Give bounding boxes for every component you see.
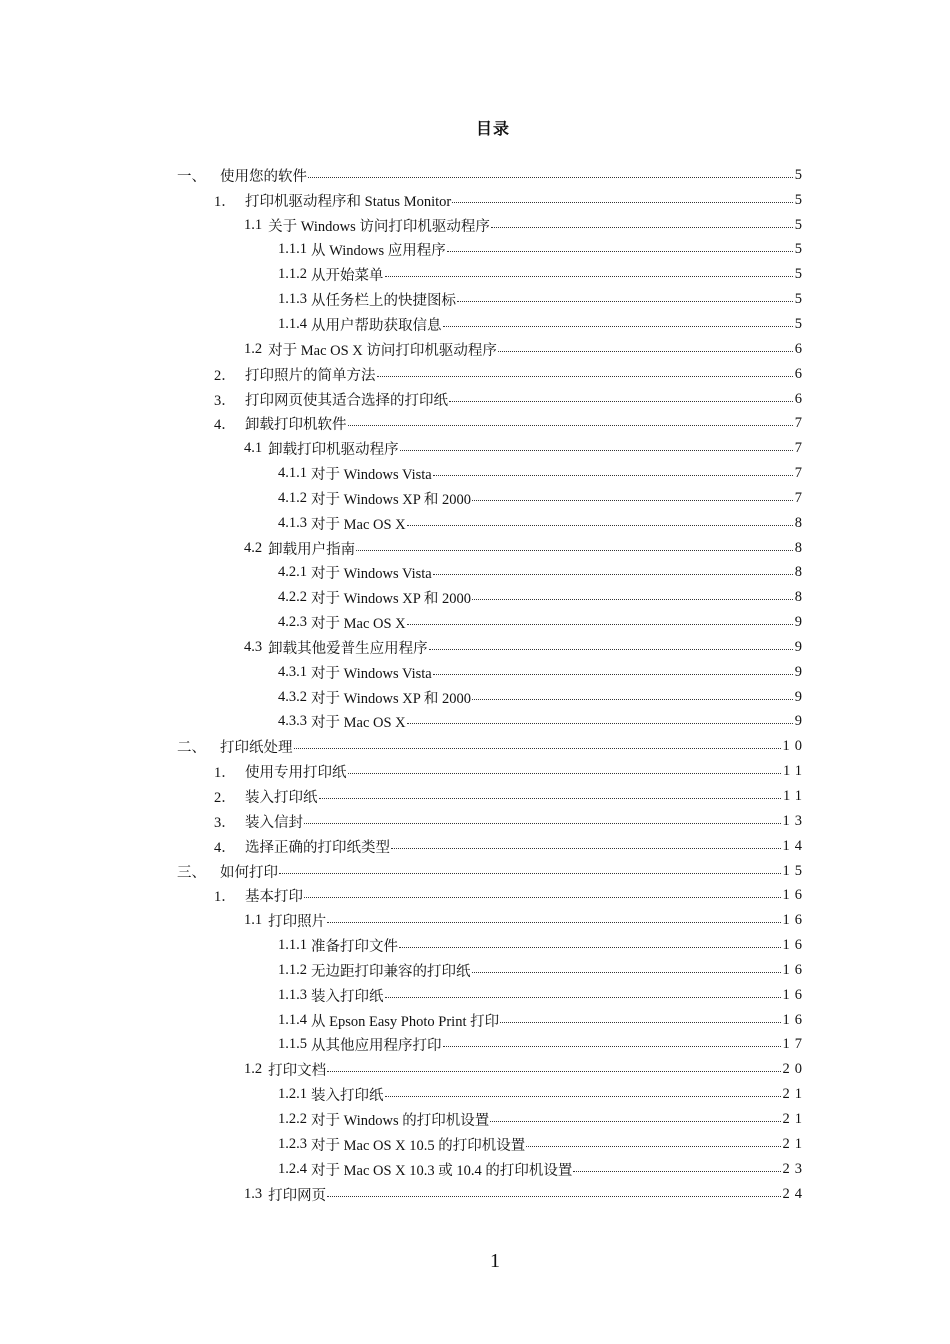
toc-entry-number: 3． xyxy=(214,814,236,831)
toc-entry-page-number: 5 xyxy=(794,291,807,308)
toc-entry-title: 对于 Windows XP 和 2000 xyxy=(311,591,471,608)
toc-entry[interactable] xyxy=(0,1157,950,1182)
toc-entry-number: 2． xyxy=(214,367,236,384)
toc-entry[interactable] xyxy=(0,685,950,710)
toc-entry-label xyxy=(244,637,428,658)
toc-dot-leader xyxy=(294,734,781,749)
toc-entry[interactable] xyxy=(0,511,950,536)
toc-entry-label xyxy=(278,463,432,484)
toc-entry-label xyxy=(244,438,399,459)
toc-entry-label xyxy=(214,811,303,832)
toc-entry-label xyxy=(278,960,471,981)
toc-entry[interactable] xyxy=(0,1057,950,1082)
toc-entry-label xyxy=(214,413,347,434)
toc-entry-page-number: 21 xyxy=(782,1135,807,1152)
toc-entry-page-number: 14 xyxy=(782,837,807,854)
toc-dot-leader xyxy=(385,262,793,277)
toc-entry-number: 4.2 xyxy=(244,539,263,556)
toc-entry-label xyxy=(278,612,406,633)
toc-entry-page-number: 5 xyxy=(794,216,807,233)
toc-entry-label xyxy=(244,910,326,931)
toc-entry-number: 1.2.1 xyxy=(278,1086,307,1103)
toc-entry-page-number: 6 xyxy=(794,390,807,407)
toc-entry-label xyxy=(278,1084,384,1105)
toc-entry[interactable] xyxy=(0,561,950,586)
toc-entry-page-number: 5 xyxy=(794,166,807,183)
toc-entry-title: 打印网页 xyxy=(268,1187,327,1204)
toc-entry-title: 对于 Windows 的打印机设置 xyxy=(311,1112,490,1129)
toc-dot-leader xyxy=(304,883,781,898)
toc-entry-page-number: 11 xyxy=(783,763,807,780)
toc-dot-leader xyxy=(433,461,793,476)
toc-entry-label xyxy=(278,562,432,583)
toc-entry[interactable] xyxy=(0,983,950,1008)
toc-entry-label xyxy=(278,662,432,683)
toc-entry-number: 1.2.4 xyxy=(278,1160,307,1177)
toc-entry-title: 使用您的软件 xyxy=(220,168,307,185)
toc-entry-number: 1.1.1 xyxy=(278,241,307,258)
toc-entry-label xyxy=(278,264,384,285)
toc-entry-page-number: 24 xyxy=(782,1185,807,1202)
toc-dot-leader xyxy=(407,511,793,526)
toc-entry-page-number: 13 xyxy=(782,812,807,829)
toc-entry-number: 二、 xyxy=(177,740,206,757)
toc-entry-page-number: 16 xyxy=(782,986,807,1003)
toc-entry-page-number: 7 xyxy=(794,489,807,506)
toc-entry-title: 打印机驱动程序和 Status Monitor xyxy=(245,193,452,210)
toc-entry-number: 4.3 xyxy=(244,638,263,655)
toc-entry-title: 从开始菜单 xyxy=(311,268,384,285)
toc-entry-label xyxy=(278,1134,525,1155)
toc-entry-number: 4.1.2 xyxy=(278,489,307,506)
toc-entry-title: 打印纸处理 xyxy=(220,740,293,757)
toc-entry-number: 4． xyxy=(214,839,236,856)
toc-entry-title: 如何打印 xyxy=(220,864,278,881)
toc-entry-number: 1.1 xyxy=(244,216,263,233)
toc-dot-leader xyxy=(385,1082,781,1097)
toc-entry-title: 对于 Mac OS X xyxy=(311,516,406,533)
toc-entry-title: 卸载用户指南 xyxy=(268,541,356,558)
toc-entry-number: 3． xyxy=(214,392,236,409)
toc-dot-leader xyxy=(327,1057,780,1072)
toc-entry-page-number: 5 xyxy=(794,241,807,258)
toc-entry-page-number: 7 xyxy=(794,415,807,432)
toc-dot-leader xyxy=(407,709,793,724)
toc-entry-label xyxy=(278,935,398,956)
toc-entry-number: 1.1 xyxy=(244,912,263,929)
toc-dot-leader xyxy=(449,387,793,402)
toc-entry-label xyxy=(278,587,471,608)
toc-entry-page-number: 16 xyxy=(782,961,807,978)
toc-entry-label xyxy=(278,687,471,708)
toc-dot-leader xyxy=(498,337,793,352)
toc-entry-page-number: 21 xyxy=(782,1110,807,1127)
toc-dot-leader xyxy=(407,610,793,625)
toc-entry[interactable] xyxy=(0,337,950,362)
toc-entry[interactable] xyxy=(0,1082,950,1107)
toc-entry-title: 装入打印纸 xyxy=(311,988,384,1005)
toc-entry-page-number: 16 xyxy=(782,912,807,929)
toc-entry-number: 1.1.5 xyxy=(278,1036,307,1053)
toc-entry-label xyxy=(278,1159,572,1180)
toc-dot-leader xyxy=(457,287,793,302)
toc-entry-page-number: 9 xyxy=(794,713,807,730)
toc-entry-title: 无边距打印兼容的打印纸 xyxy=(311,963,471,980)
toc-dot-leader xyxy=(385,983,781,998)
toc-entry-number: 1.1.3 xyxy=(278,291,307,308)
toc-entry-label xyxy=(244,215,490,236)
toc-entry-label xyxy=(278,314,442,335)
toc-entry[interactable] xyxy=(0,387,950,412)
toc-entry-page-number: 16 xyxy=(782,887,807,904)
toc-entry-label xyxy=(278,488,471,509)
toc-entry-title: 装入打印纸 xyxy=(311,1088,384,1105)
toc-entry-label xyxy=(278,711,406,732)
toc-entry-title: 打印照片 xyxy=(268,914,327,931)
toc-entry[interactable] xyxy=(0,635,950,660)
toc-entry-number: 4.3.3 xyxy=(278,713,307,730)
toc-entry[interactable] xyxy=(0,784,950,809)
toc-entry-page-number: 8 xyxy=(794,539,807,556)
toc-entry-number: 4.1.3 xyxy=(278,514,307,531)
toc-dot-leader xyxy=(443,1032,781,1047)
toc-entry-title: 装入信封 xyxy=(245,814,303,831)
toc-entry[interactable] xyxy=(0,287,950,312)
toc-entry-number: 4.3.1 xyxy=(278,663,307,680)
toc-entry-number: 1.1.2 xyxy=(278,266,307,283)
toc-entry[interactable] xyxy=(0,1182,950,1207)
toc-entry-page-number: 5 xyxy=(794,266,807,283)
toc-entry-title: 对于 Windows XP 和 2000 xyxy=(311,690,471,707)
toc-entry-title: 对于 Mac OS X xyxy=(311,715,406,732)
toc-entry-number: 1.2 xyxy=(244,340,263,357)
toc-dot-leader xyxy=(433,660,793,675)
toc-entry[interactable] xyxy=(0,362,950,387)
toc-entry-label xyxy=(214,761,347,782)
toc-entry-label xyxy=(278,239,446,260)
toc-entry-label xyxy=(177,861,278,882)
toc-entry-label xyxy=(177,165,307,186)
toc-entry-title: 从 Epson Easy Photo Print 打印 xyxy=(311,1013,500,1030)
toc-dot-leader xyxy=(472,585,793,600)
toc-entry-page-number: 16 xyxy=(782,937,807,954)
toc-entry-page-number: 6 xyxy=(794,365,807,382)
toc-entry-number: 2． xyxy=(214,790,236,807)
toc-entry-label xyxy=(244,538,355,559)
toc-entry-title: 对于 Windows Vista xyxy=(311,665,432,682)
toc-entry[interactable] xyxy=(0,610,950,635)
toc-entry-page-number: 23 xyxy=(782,1160,807,1177)
toc-entry-label xyxy=(214,389,448,410)
toc-entry-label xyxy=(244,1059,326,1080)
toc-entry[interactable] xyxy=(0,958,950,983)
toc-entry-page-number: 17 xyxy=(782,1036,807,1053)
toc-dot-leader xyxy=(348,759,782,774)
toc-entry-label xyxy=(214,786,318,807)
toc-entry-page-number: 5 xyxy=(794,315,807,332)
toc-dot-leader xyxy=(443,312,793,327)
toc-entry-title: 从其他应用程序打印 xyxy=(311,1038,442,1055)
toc-entry-page-number: 5 xyxy=(794,191,807,208)
toc-dot-leader xyxy=(377,362,793,377)
toc-entry[interactable] xyxy=(0,238,950,263)
toc-dot-leader xyxy=(433,560,793,575)
toc-entry-page-number: 9 xyxy=(794,688,807,705)
toc-dot-leader xyxy=(308,163,793,178)
toc-entry[interactable] xyxy=(0,734,950,759)
page-number: 1 xyxy=(490,1250,500,1272)
toc-entry-page-number: 21 xyxy=(782,1086,807,1103)
toc-entry-title: 使用专用打印纸 xyxy=(245,765,347,782)
toc-entry[interactable] xyxy=(0,411,950,436)
toc-entry[interactable] xyxy=(0,908,950,933)
toc-entry-number: 4． xyxy=(214,417,236,434)
toc-entry-label xyxy=(177,736,293,757)
toc-entry-number: 4.2.2 xyxy=(278,589,307,606)
toc-entry-title: 选择正确的打印纸类型 xyxy=(245,839,390,856)
toc-entry-title: 对于 Windows XP 和 2000 xyxy=(311,491,471,508)
toc-dot-leader xyxy=(356,536,793,551)
toc-entry-number: 1.3 xyxy=(244,1185,263,1202)
toc-dot-leader xyxy=(452,188,793,203)
toc-entry-title: 对于 Mac OS X xyxy=(311,616,406,633)
toc-entry[interactable] xyxy=(0,188,950,213)
toc-entry-number: 4.2.1 xyxy=(278,564,307,581)
toc-entry-number: 4.1 xyxy=(244,440,263,457)
toc-entry-page-number: 7 xyxy=(794,465,807,482)
toc-entry-label xyxy=(278,513,406,534)
toc-entry-label xyxy=(214,885,303,906)
toc-entry-page-number: 16 xyxy=(782,1011,807,1028)
toc-entry-page-number: 8 xyxy=(794,514,807,531)
toc-dot-leader xyxy=(447,237,793,252)
toc-entry-label xyxy=(244,339,497,360)
toc-entry-number: 4.2.3 xyxy=(278,614,307,631)
toc-entry[interactable] xyxy=(0,436,950,461)
toc-entry[interactable] xyxy=(0,809,950,834)
toc-entry-page-number: 7 xyxy=(794,440,807,457)
toc-entry-title: 装入打印纸 xyxy=(245,790,318,807)
toc-entry[interactable] xyxy=(0,486,950,511)
toc-entry-title: 对于 Mac OS X 10.5 的打印机设置 xyxy=(311,1137,526,1154)
toc-entry-title: 对于 Windows Vista xyxy=(311,467,432,484)
toc-entry-number: 1.1.1 xyxy=(278,937,307,954)
toc-entry[interactable] xyxy=(0,585,950,610)
toc-entry-number: 1． xyxy=(214,889,236,906)
toc-entry-label xyxy=(278,289,456,310)
toc-entry-title: 打印照片的简单方法 xyxy=(245,367,376,384)
toc-entry-title: 卸载打印机软件 xyxy=(245,417,347,434)
toc-entry[interactable] xyxy=(0,213,950,238)
toc-entry-label xyxy=(278,1034,442,1055)
toc-dot-leader xyxy=(490,1107,780,1122)
toc-entry-label xyxy=(214,836,390,857)
toc-entry-page-number: 10 xyxy=(782,738,807,755)
toc-entry-title: 卸载打印机驱动程序 xyxy=(268,442,399,459)
toc-entry-number: 1.1.4 xyxy=(278,315,307,332)
toc-entry-title: 对于 Mac OS X 访问打印机驱动程序 xyxy=(268,342,497,359)
toc-dot-leader xyxy=(279,859,781,874)
toc-entry-page-number: 6 xyxy=(794,340,807,357)
toc-entry[interactable] xyxy=(0,660,950,685)
toc-entry-page-number: 8 xyxy=(794,589,807,606)
toc-entry-title: 对于 Windows Vista xyxy=(311,566,432,583)
toc-entry[interactable] xyxy=(0,1008,950,1033)
toc-entry-label xyxy=(278,1109,489,1130)
toc-entry-number: 1． xyxy=(214,765,236,782)
toc-entry-number: 1.2.3 xyxy=(278,1135,307,1152)
toc-entry[interactable] xyxy=(0,1132,950,1157)
toc-entry-number: 一、 xyxy=(177,168,206,185)
toc-entry-title: 卸载其他爱普生应用程序 xyxy=(268,640,428,657)
toc-entry[interactable] xyxy=(0,834,950,859)
toc-dot-leader xyxy=(526,1132,780,1147)
toc-entry-label xyxy=(244,1184,326,1205)
toc-entry[interactable] xyxy=(0,1107,950,1132)
toc-entry-number: 1． xyxy=(214,193,236,210)
page-title: 目录 xyxy=(475,121,510,138)
toc-entry-title: 打印网页使其适合选择的打印纸 xyxy=(245,392,448,409)
toc-entry-page-number: 9 xyxy=(794,638,807,655)
toc-entry-label xyxy=(278,985,384,1006)
toc-entry-label xyxy=(214,364,376,385)
toc-entry-title: 对于 Mac OS X 10.3 或 10.4 的打印机设置 xyxy=(311,1162,573,1179)
toc-dot-leader xyxy=(304,809,781,824)
toc-entry[interactable] xyxy=(0,461,950,486)
toc-dot-leader xyxy=(472,486,793,501)
toc-entry-number: 1.1.3 xyxy=(278,986,307,1003)
toc-entry-number: 1.2 xyxy=(244,1061,263,1078)
toc-entry-title: 基本打印 xyxy=(245,889,303,906)
toc-dot-leader xyxy=(491,213,793,228)
toc-dot-leader xyxy=(348,411,793,426)
toc-entry-title: 从任务栏上的快捷图标 xyxy=(311,293,456,310)
toc-entry-page-number: 15 xyxy=(782,862,807,879)
toc-entry[interactable] xyxy=(0,1033,950,1058)
toc-dot-leader xyxy=(472,685,793,700)
toc-dot-leader xyxy=(400,436,793,451)
toc-entry-title: 关于 Windows 访问打印机驱动程序 xyxy=(268,218,490,235)
toc-entry[interactable] xyxy=(0,536,950,561)
toc-entry-title: 从用户帮助获取信息 xyxy=(311,317,442,334)
toc-dot-leader xyxy=(429,635,793,650)
toc-dot-leader xyxy=(327,908,780,923)
toc-dot-leader xyxy=(327,1182,780,1197)
toc-entry-number: 4.3.2 xyxy=(278,688,307,705)
toc-entry-number: 1.1.4 xyxy=(278,1011,307,1028)
toc-entry[interactable] xyxy=(0,933,950,958)
toc-entry-title: 从 Windows 应用程序 xyxy=(311,243,446,260)
toc-entry[interactable] xyxy=(0,710,950,735)
toc-entry-page-number: 9 xyxy=(794,614,807,631)
toc-entry-number: 4.1.1 xyxy=(278,465,307,482)
toc-entry-number: 三、 xyxy=(177,864,206,881)
toc-entry-title: 准备打印文件 xyxy=(311,939,398,956)
toc-entry-label xyxy=(278,1010,499,1031)
toc-entry-page-number: 9 xyxy=(794,663,807,680)
toc-dot-leader xyxy=(319,784,782,799)
toc-entry-page-number: 11 xyxy=(783,788,807,805)
toc-entry[interactable] xyxy=(0,883,950,908)
toc-dot-leader xyxy=(500,1008,780,1023)
toc-entry-number: 1.1.2 xyxy=(278,961,307,978)
toc-dot-leader xyxy=(573,1157,780,1172)
toc-dot-leader xyxy=(472,958,781,973)
table-of-contents xyxy=(0,163,950,1206)
toc-dot-leader xyxy=(399,933,781,948)
toc-entry-title: 打印文档 xyxy=(268,1063,327,1080)
toc-entry-page-number: 8 xyxy=(794,564,807,581)
toc-entry[interactable] xyxy=(0,859,950,884)
toc-entry[interactable] xyxy=(0,312,950,337)
toc-entry[interactable] xyxy=(0,759,950,784)
toc-entry-label xyxy=(214,190,451,211)
toc-entry-page-number: 20 xyxy=(782,1061,807,1078)
toc-dot-leader xyxy=(391,834,781,849)
toc-entry-number: 1.2.2 xyxy=(278,1110,307,1127)
toc-entry[interactable] xyxy=(0,262,950,287)
toc-entry[interactable] xyxy=(0,163,950,188)
